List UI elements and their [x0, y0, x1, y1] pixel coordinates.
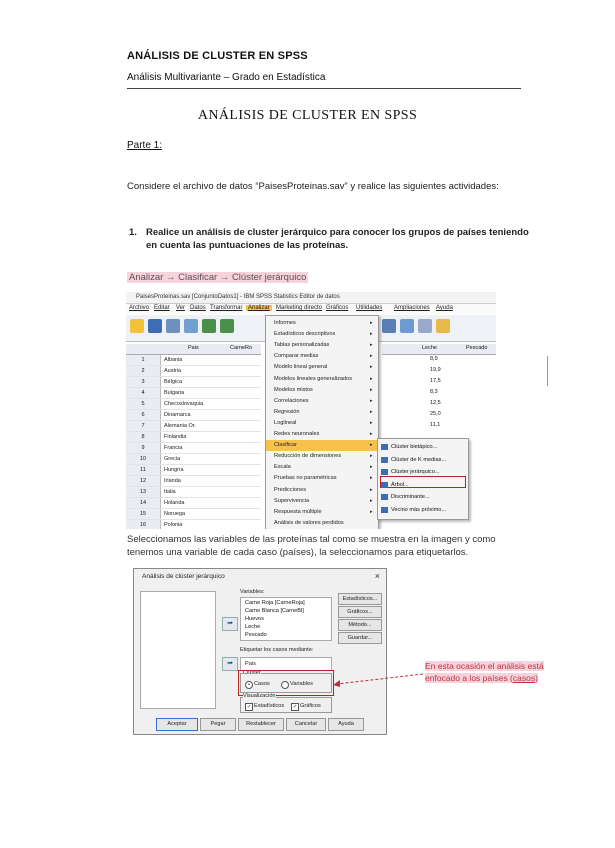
- menu-analizar[interactable]: Analizar: [248, 305, 270, 311]
- submenu-arrow-icon: ▸: [370, 397, 373, 404]
- analyze-menu-item[interactable]: [266, 362, 378, 373]
- spss-menu-bar: [126, 304, 496, 314]
- cell-leche[interactable]: 25,0: [430, 411, 441, 417]
- spss-screenshot: [126, 292, 496, 529]
- cell-pais[interactable]: Hungría: [164, 467, 184, 473]
- row-number[interactable]: 4: [126, 388, 161, 398]
- grid-header: [126, 344, 261, 355]
- row-number[interactable]: 6: [126, 410, 161, 420]
- submenu-arrow-icon: ▸: [370, 331, 373, 338]
- variables-list[interactable]: [240, 597, 332, 641]
- analyze-menu-item-label: Supervivencia: [274, 497, 310, 504]
- statistics-button[interactable]: Estadísticos...: [338, 593, 382, 605]
- cell-pais[interactable]: Checoslovaquia: [164, 401, 204, 407]
- analyze-dropdown: [265, 315, 379, 529]
- move-label-arrow-icon[interactable]: ➡: [222, 657, 238, 671]
- row-number[interactable]: 9: [126, 443, 161, 453]
- analyze-menu-item[interactable]: [266, 318, 378, 329]
- row-number[interactable]: 15: [126, 509, 161, 519]
- classify-menu-item[interactable]: [378, 454, 468, 466]
- plots-checkbox-label: Gráficos: [300, 703, 321, 709]
- menu-utilidades[interactable]: Utilidades: [356, 305, 383, 311]
- print-icon[interactable]: [166, 319, 180, 333]
- cell-leche[interactable]: 11,1: [430, 422, 441, 428]
- procedure-icon: [381, 482, 388, 488]
- header-title: ANÁLISIS DE CLUSTER EN SPSS: [127, 50, 308, 62]
- analyze-menu-item-label: Redes neuronales: [274, 431, 320, 437]
- analyze-menu-item[interactable]: [266, 507, 378, 518]
- cell-pais[interactable]: Italia: [164, 489, 176, 495]
- cell-pais[interactable]: Bulgaria: [164, 390, 185, 396]
- table-row[interactable]: [126, 366, 261, 377]
- analyze-menu-item[interactable]: [266, 485, 378, 496]
- part-heading: Parte 1:: [127, 140, 163, 151]
- submenu-arrow-icon: ▸: [370, 375, 373, 382]
- analyze-menu-item-label: Escala: [274, 464, 291, 471]
- cell-pais[interactable]: Albania: [164, 357, 183, 363]
- row-number[interactable]: 14: [126, 498, 161, 508]
- open-icon[interactable]: [130, 319, 144, 333]
- cell-leche[interactable]: 8,9: [430, 356, 438, 362]
- submenu-arrow-icon: ▸: [370, 475, 373, 482]
- analyze-menu-item-label: Modelos mixtos: [274, 386, 313, 393]
- analyze-menu-item-label: Regresión: [274, 408, 300, 415]
- table-row[interactable]: [126, 487, 261, 498]
- annotation-note: [425, 660, 545, 684]
- cancel-button[interactable]: Cancelar: [286, 718, 326, 731]
- note-suffix: ): [535, 673, 538, 683]
- annotation-arrow: [327, 670, 427, 690]
- menu-marketing[interactable]: Marketing directo: [276, 305, 323, 311]
- table-row[interactable]: [126, 454, 261, 465]
- analyze-menu-item[interactable]: [266, 429, 378, 440]
- submenu-arrow-icon: ▸: [370, 419, 373, 426]
- header-subtitle: Análisis Multivariante – Grado en Estadística: [127, 72, 326, 83]
- hierarchical-cluster-dialog: [133, 568, 387, 735]
- row-number[interactable]: 13: [126, 487, 161, 497]
- intro-paragraph: Considere el archivo de datos “PaisesProteinas.sav” y realice las siguientes actividades:: [127, 181, 499, 192]
- analyze-menu-item-label: Respuesta múltiple: [274, 508, 322, 515]
- analyze-menu-item-label: Tablas personalizadas: [274, 342, 330, 349]
- submenu-arrow-icon: ▸: [370, 342, 373, 349]
- margin-mark: [547, 356, 548, 386]
- row-number[interactable]: 2: [126, 366, 161, 376]
- analyze-menu-item-label: Predicciones: [274, 486, 307, 493]
- col-header-carne[interactable]: CarneRo: [230, 345, 253, 351]
- row-number[interactable]: 12: [126, 476, 161, 486]
- table-row[interactable]: [126, 377, 261, 388]
- spss-window-title: PaisesProteinas.sav [ConjuntoDatos1] - IBM SPSS Statistics Editor de datos: [136, 294, 340, 300]
- classify-menu-item[interactable]: [378, 466, 468, 478]
- cell-pais[interactable]: Francia: [164, 445, 183, 451]
- cluster-label: Clúster: [243, 670, 261, 676]
- submenu-arrow-icon: ▸: [370, 364, 373, 371]
- table-row[interactable]: [126, 509, 261, 520]
- cell-pais[interactable]: Austria: [164, 368, 182, 374]
- procedure-icon: [381, 469, 388, 475]
- cell-pais[interactable]: Irlanda: [164, 478, 181, 484]
- cell-pais[interactable]: Noruega: [164, 511, 186, 517]
- procedure-icon: [381, 444, 388, 450]
- col-header-leche[interactable]: Leche: [422, 345, 437, 351]
- table-row[interactable]: [126, 410, 261, 421]
- menu-ver[interactable]: Ver: [176, 305, 186, 311]
- cell-pais[interactable]: Dinamarca: [164, 412, 191, 418]
- statistics-checkbox-label: Estadísticos: [254, 703, 285, 709]
- classify-menu-item-label: Árbol...: [391, 481, 409, 488]
- procedure-icon: [381, 457, 388, 463]
- classify-menu-item-label: Clúster jerárquico...: [391, 469, 440, 475]
- classify-menu-item[interactable]: [378, 479, 468, 491]
- analyze-menu-item-label: Estadísticos descriptivos: [274, 331, 336, 338]
- visualization-group: [240, 693, 332, 713]
- cell-pais[interactable]: Grecia: [164, 456, 181, 462]
- analyze-menu-item[interactable]: [266, 462, 378, 473]
- submenu-arrow-icon: ▸: [370, 320, 373, 326]
- variable-item[interactable]: Carne Blanca [CarneBl]: [245, 608, 304, 614]
- note-link: casos: [512, 673, 536, 683]
- menu-ayuda[interactable]: Ayuda: [436, 305, 453, 311]
- spss-title-bar: [126, 292, 496, 304]
- cell-pais[interactable]: Alemania Or.: [164, 423, 196, 429]
- cell-pais[interactable]: Bélgica: [164, 379, 183, 385]
- move-variables-arrow-icon[interactable]: ➡: [222, 617, 238, 631]
- submenu-arrow-icon: ▸: [370, 431, 373, 437]
- analyze-menu-item-label: Loglineal: [274, 419, 297, 426]
- cell-leche[interactable]: 8,3: [430, 389, 438, 395]
- plots-checkbox[interactable]: ✓: [292, 704, 298, 710]
- analyze-menu-item-label: Reducción de dimensiones: [274, 453, 342, 460]
- variables-label: Variables:: [240, 589, 265, 595]
- table-row[interactable]: [126, 443, 261, 454]
- submenu-arrow-icon: ▸: [370, 464, 373, 471]
- variables-radio-label: Variables: [290, 681, 313, 687]
- paste-button[interactable]: Pegar: [200, 718, 236, 731]
- classify-menu-item-label: Vecino más próximo...: [391, 506, 447, 513]
- classify-menu-item[interactable]: [378, 491, 468, 503]
- label-cases-label: Etiquetar los casos mediante:: [240, 647, 314, 653]
- submenu-arrow-icon: ▸: [370, 497, 373, 504]
- selection-paragraph: Seleccionamos las variables de las proteínas tal como se muestra en la imagen y como tenemos una variable de cada caso (países), la seleccionamos para etiquetarlos.: [127, 534, 496, 558]
- menu-ampliaciones[interactable]: Ampliaciones: [394, 305, 430, 311]
- cell-pais[interactable]: Finlandia: [164, 434, 187, 440]
- menu-graficos[interactable]: Gráficos: [326, 305, 349, 311]
- analyze-menu-item[interactable]: [266, 451, 378, 462]
- cases-radio-label: Casos: [254, 681, 270, 687]
- save-button[interactable]: Guardar...: [338, 632, 382, 644]
- analyze-menu-item-label: Comparar medias: [274, 353, 319, 360]
- help-button[interactable]: Ayuda: [328, 718, 364, 731]
- analyze-menu-item[interactable]: [266, 351, 378, 362]
- analyze-menu-item-label: Informes: [274, 320, 296, 326]
- row-number[interactable]: 11: [126, 465, 161, 475]
- table-row[interactable]: [126, 421, 261, 432]
- classify-menu-item-label: Clúster bietápico...: [391, 444, 438, 450]
- analyze-menu-item[interactable]: [266, 440, 378, 451]
- close-icon[interactable]: ×: [374, 571, 380, 581]
- menu-path-highlight: Analizar → Clasificar → Clúster jerárquico: [129, 272, 307, 283]
- row-number[interactable]: 1: [126, 355, 161, 365]
- procedure-icon: [381, 507, 388, 513]
- analyze-menu-item[interactable]: [266, 473, 378, 484]
- note-text: En esta ocasión el análisis está enfocado a los países (: [425, 661, 544, 683]
- row-number[interactable]: 7: [126, 421, 161, 431]
- chart-icon[interactable]: [382, 319, 396, 333]
- method-button[interactable]: Método...: [338, 619, 382, 631]
- row-number[interactable]: 3: [126, 377, 161, 387]
- variable-item[interactable]: Leche: [245, 624, 261, 630]
- variable-item[interactable]: Carne Roja [CarneRoja]: [245, 600, 305, 606]
- table-row[interactable]: [126, 399, 261, 410]
- analyze-menu-item[interactable]: [266, 385, 378, 396]
- plots-button[interactable]: Gráficos...: [338, 606, 382, 618]
- undo-icon[interactable]: [202, 319, 216, 333]
- analyze-menu-item-label: Modelos lineales generalizados: [274, 375, 353, 382]
- classify-menu-item-label: Clúster de K medias...: [391, 456, 447, 463]
- variable-item[interactable]: Pescado: [245, 632, 267, 638]
- row-number[interactable]: 16: [126, 520, 161, 529]
- analyze-menu-item-label: Modelo lineal general: [274, 364, 328, 371]
- analyze-menu-item[interactable]: [266, 396, 378, 407]
- analyze-menu-item[interactable]: [266, 374, 378, 385]
- submenu-arrow-icon: ▸: [370, 486, 373, 493]
- visualization-label: Visualización: [243, 693, 276, 699]
- submenu-arrow-icon: ▸: [370, 386, 373, 393]
- classify-submenu: [377, 438, 469, 520]
- exercise-text: Realice un análisis de cluster jerárquico para conocer los grupos de países teniendo en cuenta las puntuaciones de las proteínas.: [146, 227, 529, 251]
- dialog-recall-icon[interactable]: [184, 319, 198, 333]
- statistics-checkbox[interactable]: ✓: [246, 704, 252, 710]
- menu-archivo[interactable]: Archivo: [129, 305, 150, 311]
- right-grid-header: [382, 344, 496, 355]
- table-icon[interactable]: [400, 319, 414, 333]
- label-cases-field[interactable]: [240, 657, 332, 671]
- table-row[interactable]: [126, 355, 261, 366]
- table-row[interactable]: [126, 498, 261, 509]
- table-row[interactable]: [126, 520, 261, 529]
- cell-pais[interactable]: Holanda: [164, 500, 185, 506]
- cell-leche[interactable]: 17,5: [430, 378, 441, 384]
- label-cases-value: Pais: [245, 661, 256, 667]
- analyze-menu-item[interactable]: [266, 407, 378, 418]
- menu-editar[interactable]: Editar: [154, 305, 170, 311]
- ok-button[interactable]: Aceptar: [156, 718, 198, 731]
- save-icon[interactable]: [148, 319, 162, 333]
- analyze-menu-item-label: Análisis de valores perdidos: [274, 519, 344, 526]
- spss-data-grid: [126, 344, 261, 529]
- dialog-title: Análisis de clúster jerárquico: [142, 573, 225, 580]
- row-number[interactable]: 8: [126, 432, 161, 442]
- row-number[interactable]: 5: [126, 399, 161, 409]
- classify-menu-item[interactable]: [378, 504, 468, 516]
- menu-datos[interactable]: Datos: [190, 305, 206, 311]
- analyze-menu-item[interactable]: [266, 340, 378, 351]
- submenu-arrow-icon: ▸: [370, 453, 373, 460]
- source-variable-list[interactable]: [140, 591, 216, 709]
- table-row[interactable]: [126, 476, 261, 487]
- analyze-menu-item-label: Clasificar: [274, 442, 298, 449]
- header-divider: [127, 88, 521, 89]
- procedure-icon: [381, 494, 388, 500]
- cases-radio[interactable]: •: [245, 681, 253, 689]
- submenu-arrow-icon: ▸: [370, 408, 373, 415]
- analyze-menu-item[interactable]: [266, 418, 378, 429]
- redo-icon[interactable]: [220, 319, 234, 333]
- variable-item[interactable]: Huevos: [245, 616, 264, 622]
- col-header-pais[interactable]: Pais: [188, 345, 199, 351]
- grid-icon[interactable]: [436, 319, 450, 333]
- classify-menu-item-label: Discriminante...: [391, 494, 430, 500]
- cell-leche[interactable]: 19,9: [430, 367, 441, 373]
- table-row[interactable]: [126, 388, 261, 399]
- col-header-pescado[interactable]: Pescado: [466, 345, 488, 351]
- analyze-menu-item-label: Correlaciones: [274, 397, 309, 404]
- analyze-menu-item[interactable]: [266, 518, 378, 529]
- submenu-arrow-icon: ▸: [370, 508, 373, 515]
- analyze-menu-item[interactable]: [266, 496, 378, 507]
- scale-icon[interactable]: [418, 319, 432, 333]
- classify-menu-item[interactable]: [378, 441, 468, 453]
- cell-pais[interactable]: Polonia: [164, 522, 183, 528]
- submenu-arrow-icon: ▸: [370, 442, 373, 449]
- reset-button[interactable]: Restablecer: [238, 718, 284, 731]
- table-row[interactable]: [126, 465, 261, 476]
- analyze-menu-item-label: Pruebas no paramétricas: [274, 475, 337, 482]
- table-row[interactable]: [126, 432, 261, 443]
- document-title: ANÁLISIS DE CLUSTER EN SPSS: [197, 108, 418, 123]
- submenu-arrow-icon: ▸: [370, 353, 373, 360]
- exercise-number: 1.: [129, 227, 137, 238]
- analyze-menu-item[interactable]: [266, 329, 378, 340]
- menu-transformar[interactable]: Transformar: [210, 305, 243, 311]
- row-number[interactable]: 10: [126, 454, 161, 464]
- cell-leche[interactable]: 12,5: [430, 400, 441, 406]
